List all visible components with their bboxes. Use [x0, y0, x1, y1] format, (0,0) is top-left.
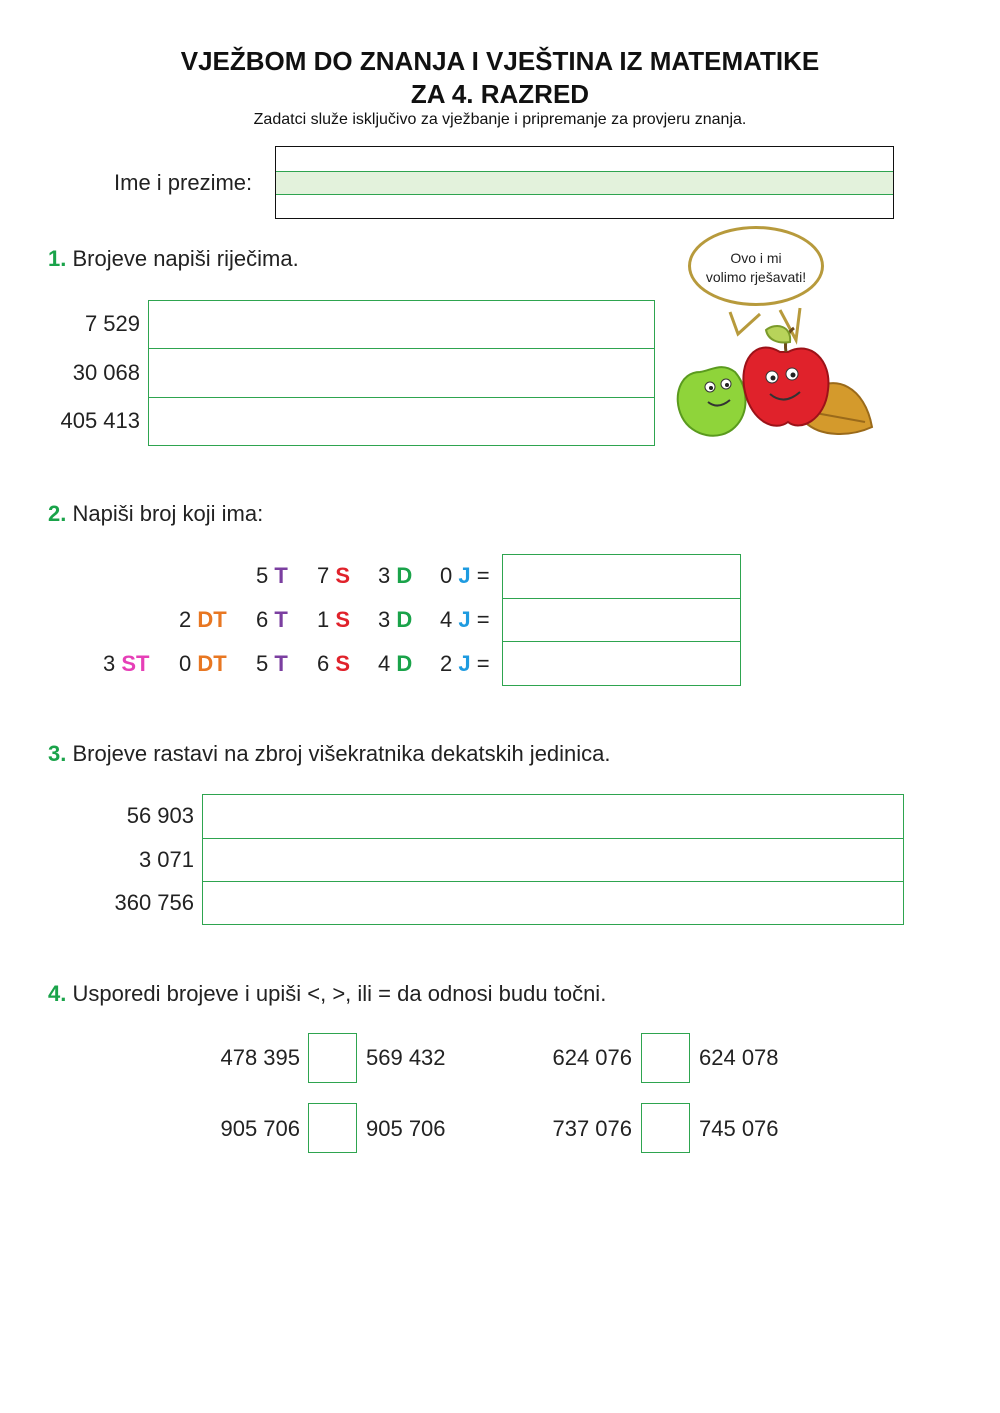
q2-answer-grid — [502, 554, 741, 686]
unit-label-S: S — [335, 651, 351, 676]
unit-label-ST: ST — [121, 651, 150, 676]
digit: 3 — [378, 563, 391, 588]
unit-label-DT: DT — [197, 651, 227, 676]
place-value-D — [378, 607, 412, 633]
digit: 7 — [317, 563, 330, 588]
place-value-S — [317, 651, 350, 677]
question-3-heading — [48, 741, 611, 767]
unit-label-J: J — [458, 651, 471, 676]
place-value-T — [256, 607, 288, 633]
q3-number: 56 903 — [126, 803, 194, 828]
place-value-D — [378, 651, 412, 677]
equals-sign: = — [476, 651, 490, 676]
unit-label-T: T — [274, 607, 288, 632]
unit-label-T: T — [274, 651, 288, 676]
page-title-grade: ZA 4. RAZRED — [410, 79, 590, 109]
place-value-DT — [179, 651, 227, 677]
q3-number: 3 071 — [138, 847, 194, 872]
digit: 3 — [103, 651, 116, 676]
place-value-ST — [103, 651, 150, 677]
q1-number: 405 413 — [60, 408, 140, 433]
digit: 1 — [317, 607, 330, 632]
q3-answer-grid — [202, 794, 904, 925]
name-input[interactable] — [276, 171, 893, 195]
answer-field[interactable] — [149, 301, 654, 349]
digit: 4 — [378, 651, 391, 676]
digit: 6 — [317, 651, 330, 676]
question-text: Brojeve napiši riječima. — [72, 246, 299, 271]
compare-answer-box[interactable] — [308, 1103, 357, 1153]
equals-sign: = — [476, 607, 490, 632]
answer-field[interactable] — [503, 599, 740, 642]
digit: 5 — [256, 651, 269, 676]
speech-bubble-line: Ovo i mi — [730, 250, 782, 266]
q1-answer-grid — [148, 300, 655, 446]
speech-bubble-line: volimo rješavati! — [705, 269, 807, 285]
compare-answer-box[interactable] — [641, 1103, 690, 1153]
question-text: Brojeve rastavi na zbroj višekratnika dekatskih jedinica. — [72, 741, 611, 766]
place-value-S — [317, 607, 350, 633]
compare-answer-box[interactable] — [641, 1033, 690, 1083]
equals-sign: = — [476, 563, 490, 588]
question-number: 2. — [48, 501, 67, 526]
place-value-S — [317, 563, 350, 589]
unit-label-DT: DT — [197, 607, 227, 632]
digit: 3 — [378, 607, 391, 632]
fruit-illustration — [660, 222, 890, 452]
digit: 0 — [440, 563, 453, 588]
place-value-J — [440, 607, 490, 633]
q1-number: 30 068 — [72, 360, 140, 385]
question-number: 3. — [48, 741, 67, 766]
compare-right-number: 905 706 — [366, 1116, 446, 1141]
unit-label-S: S — [335, 607, 351, 632]
question-number: 1. — [48, 246, 67, 271]
question-2-heading — [48, 501, 263, 527]
place-value-T — [256, 563, 288, 589]
answer-field[interactable] — [503, 555, 740, 599]
compare-answer-box[interactable] — [308, 1033, 357, 1083]
name-label: Ime i prezime: — [114, 170, 253, 195]
question-1-heading — [48, 246, 299, 272]
compare-left-number: 624 076 — [552, 1045, 632, 1070]
unit-label-S: S — [335, 563, 351, 588]
answer-field[interactable] — [503, 642, 740, 685]
digit: 6 — [256, 607, 269, 632]
place-value-DT — [179, 607, 227, 633]
digit: 4 — [440, 607, 453, 632]
name-field[interactable] — [275, 146, 894, 219]
digit: 2 — [179, 607, 192, 632]
question-text: Usporedi brojeve i upiši <, >, ili = da odnosi budu točni. — [72, 981, 607, 1006]
digit: 0 — [179, 651, 192, 676]
place-value-D — [378, 563, 412, 589]
answer-field[interactable] — [149, 349, 654, 398]
unit-label-J: J — [458, 563, 471, 588]
place-value-J — [440, 651, 490, 677]
compare-right-number: 624 078 — [699, 1045, 779, 1070]
unit-label-D: D — [396, 607, 413, 632]
answer-field[interactable] — [203, 795, 903, 839]
speech-bubble — [688, 226, 824, 306]
place-value-T — [256, 651, 288, 677]
answer-field[interactable] — [149, 398, 654, 445]
question-number: 4. — [48, 981, 67, 1006]
question-4-heading — [48, 981, 606, 1007]
unit-label-D: D — [396, 563, 413, 588]
unit-label-T: T — [274, 563, 288, 588]
compare-left-number: 905 706 — [220, 1116, 300, 1141]
page-subtitle: Zadatci služe isključivo za vježbanje i pripremanje za provjeru znanja. — [253, 111, 747, 128]
compare-left-number: 737 076 — [552, 1116, 632, 1141]
compare-left-number: 478 395 — [220, 1045, 300, 1070]
question-text: Napiši broj koji ima: — [72, 501, 264, 526]
unit-label-J: J — [458, 607, 471, 632]
q3-number: 360 756 — [114, 890, 194, 915]
place-value-J — [440, 563, 490, 589]
digit: 5 — [256, 563, 269, 588]
digit: 2 — [440, 651, 453, 676]
unit-label-D: D — [396, 651, 413, 676]
compare-right-number: 745 076 — [699, 1116, 779, 1141]
answer-field[interactable] — [203, 839, 903, 882]
q1-number: 7 529 — [84, 311, 140, 336]
answer-field[interactable] — [203, 882, 903, 924]
page-title: VJEŽBOM DO ZNANJA I VJEŠTINA IZ MATEMATIKE — [180, 46, 820, 76]
compare-right-number: 569 432 — [366, 1045, 446, 1070]
